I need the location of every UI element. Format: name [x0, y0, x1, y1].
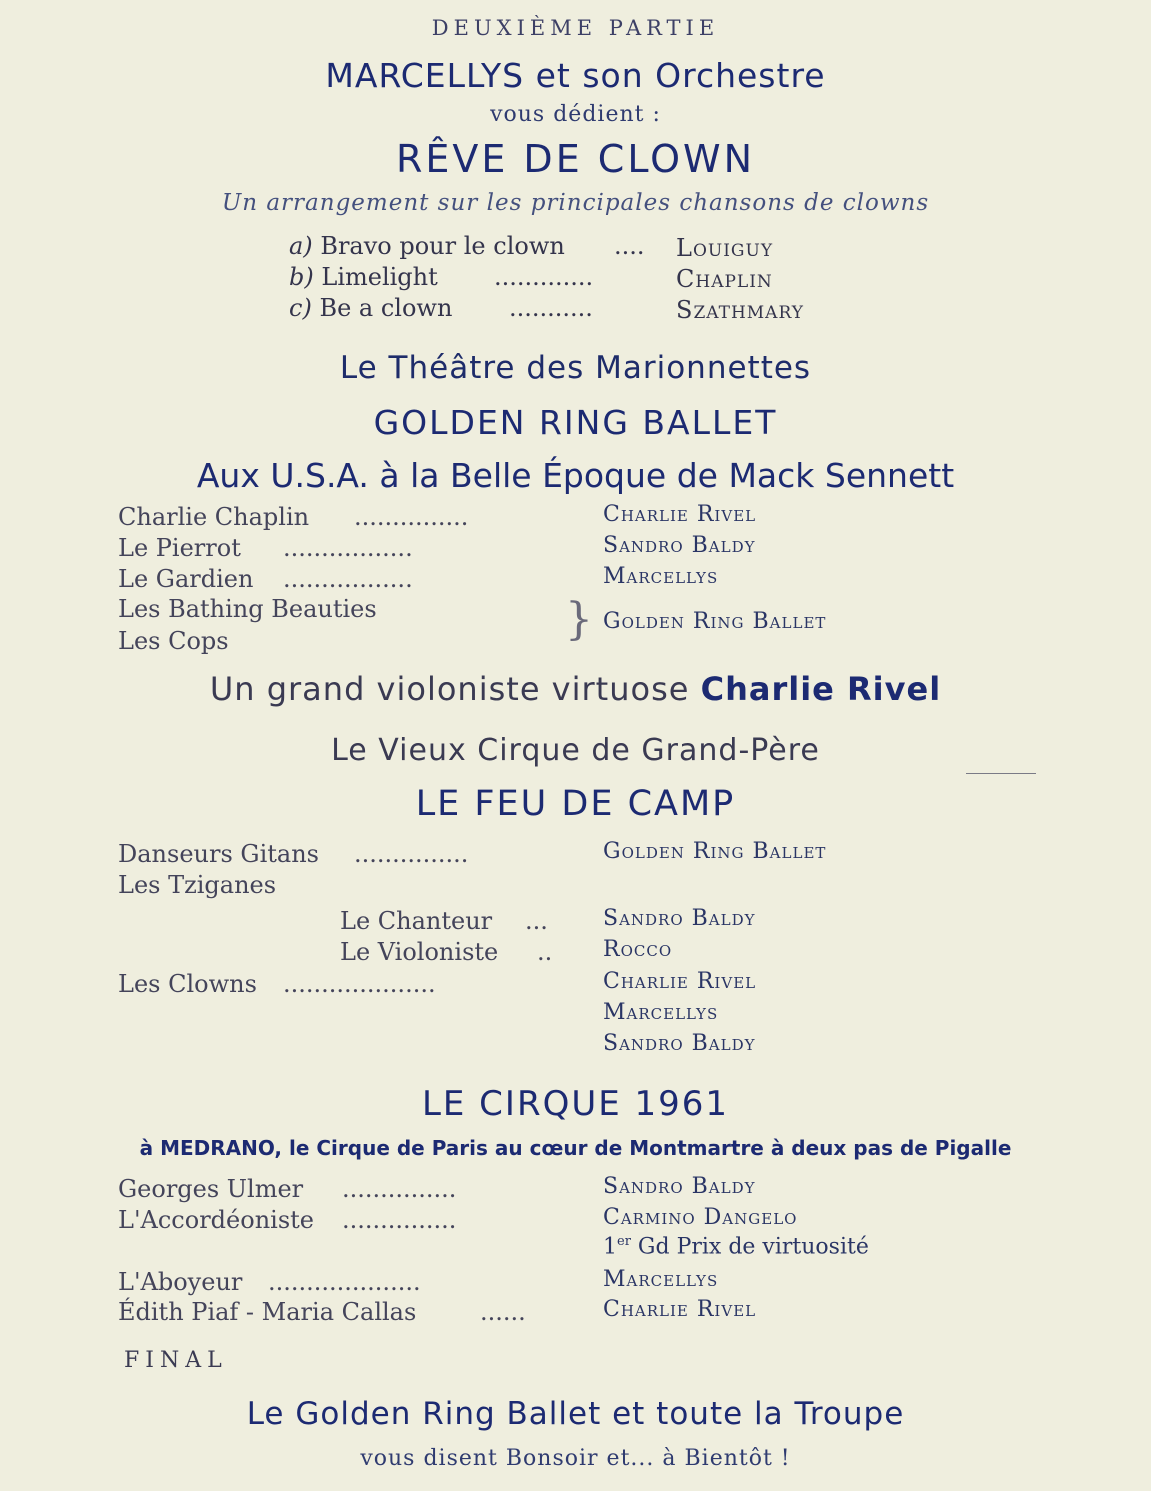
reve-title: RÊVE DE CLOWN [395, 137, 756, 181]
prize-ordinal: 1 [603, 1234, 617, 1260]
medrano-rest: le Cirque de Paris au cœur de Montmartre à deux pas de Pigalle [288, 1136, 1012, 1160]
cast-performer: Charlie Rivel [603, 1297, 757, 1322]
cast-performer: Marcellys [603, 1267, 719, 1292]
part-heading: DEUXIÈME PARTIE [431, 16, 720, 40]
song-dots: ............. [494, 263, 594, 291]
medrano-prefix: à [139, 1136, 154, 1160]
song-letter: b) [289, 263, 314, 291]
cast-performer: Sandro Baldy [603, 1174, 756, 1199]
song-title: Limelight [321, 263, 438, 291]
song-composer: Szathmary [676, 296, 804, 324]
medrano-line [0, 1136, 1151, 1160]
song-item [289, 294, 452, 322]
cast-dots: ................. [283, 565, 413, 593]
cast-dots: ...... [480, 1298, 526, 1326]
song-item [289, 263, 438, 291]
cast-performer: Sandro Baldy [603, 1031, 756, 1056]
feu-de-camp-heading: LE FEU DE CAMP [415, 784, 736, 824]
cast-dots: .................... [283, 970, 436, 998]
cast-dots: ............... [354, 840, 469, 868]
cast-role: L'Aboyeur [118, 1268, 243, 1296]
cast-performer: Golden Ring Ballet [603, 609, 827, 634]
theatre-heading: Le Théâtre des Marionnettes [339, 350, 812, 386]
cast-role: Les Bathing Beauties [118, 595, 377, 623]
cast-role: Georges Ulmer [118, 1175, 304, 1203]
cast-role: Les Clowns [118, 970, 257, 998]
cirque-1961-heading: LE CIRQUE 1961 [421, 1084, 730, 1124]
cast-performer: Charlie Rivel [603, 969, 757, 994]
song-dots: .... [614, 232, 645, 260]
cast-performer: Carmino Dangelo [603, 1205, 798, 1230]
cast-performer: Charlie Rivel [603, 502, 757, 527]
cast-performer: Rocco [603, 937, 673, 962]
final-label: FINAL [124, 1348, 228, 1373]
cast-role: L'Accordéoniste [118, 1206, 314, 1234]
cast-performer: Marcellys [603, 564, 719, 589]
violinist-prefix: Un grand violoniste virtuose [209, 670, 690, 708]
song-title: Bravo pour le clown [320, 232, 565, 260]
ballet-heading: GOLDEN RING BALLET [373, 403, 778, 442]
song-composer: Chaplin [676, 265, 773, 293]
medrano-place: MEDRANO, [160, 1136, 283, 1160]
cast-performer: Sandro Baldy [603, 906, 756, 931]
cast-dots: .. [537, 938, 553, 966]
divider [966, 773, 1036, 774]
cast-performer: Marcellys [603, 1000, 719, 1025]
song-item [289, 232, 565, 260]
reve-subtitle: Un arrangement sur les principales chansons de clowns [221, 190, 930, 216]
violinist-name: Charlie Rivel [700, 670, 942, 708]
song-letter: a) [289, 232, 313, 260]
cast-dots: .................... [268, 1268, 421, 1296]
vieux-cirque-heading: Le Vieux Cirque de Grand-Père [331, 733, 820, 768]
cast-dots: ................. [283, 534, 413, 562]
scene-heading: Aux U.S.A. à la Belle Époque de Mack Sennett [196, 456, 955, 495]
cast-dots: ............... [354, 503, 469, 531]
cast-role: Édith Piaf - Maria Callas [118, 1298, 417, 1326]
cast-role: Le Pierrot [118, 534, 241, 562]
song-dots: ........... [509, 294, 593, 322]
cast-role: Danseurs Gitans [118, 840, 319, 868]
cast-role: Charlie Chaplin [118, 503, 310, 531]
cast-role: Les Cops [118, 627, 229, 655]
violinist-line [0, 670, 1151, 708]
prize-ordinal-suffix: er [617, 1234, 631, 1249]
dedication-line: vous dédient : [490, 102, 661, 127]
bonsoir-line: vous disent Bonsoir et... à Bientôt ! [360, 1446, 791, 1471]
cast-role: Les Tziganes [118, 871, 277, 899]
cast-role: Le Violoniste [340, 938, 499, 966]
prize-text: Gd Prix de virtuosité [637, 1234, 869, 1260]
cast-role: Le Gardien [118, 565, 254, 593]
brace-icon: } [565, 594, 593, 645]
song-title: Be a clown [319, 294, 453, 322]
cast-performer: Golden Ring Ballet [603, 839, 827, 864]
orchestra-heading: MARCELLYS et son Orchestre [325, 56, 826, 95]
troupe-line: Le Golden Ring Ballet et toute la Troupe [246, 1396, 905, 1432]
cast-dots: ............... [342, 1175, 457, 1203]
cast-dots: ............... [342, 1206, 457, 1234]
song-letter: c) [289, 294, 312, 322]
song-composer: Louiguy [676, 234, 774, 262]
cast-dots: ... [525, 907, 548, 935]
cast-role: Le Chanteur [340, 907, 493, 935]
cast-performer: Sandro Baldy [603, 533, 756, 558]
prize-line [603, 1234, 869, 1259]
